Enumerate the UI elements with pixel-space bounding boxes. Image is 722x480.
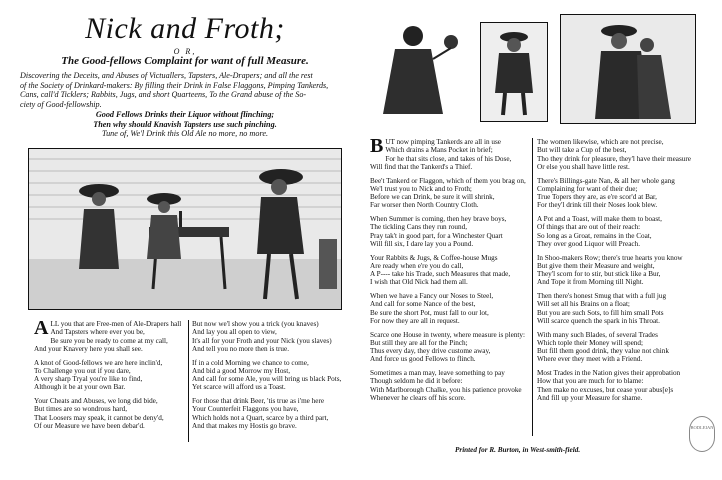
tavern-woodcut-art — [29, 149, 341, 309]
stanza — [34, 359, 184, 392]
verse-column-4 — [537, 138, 707, 408]
verse-line: And bid a good Morrow my Host, — [192, 366, 291, 375]
verse-line: Your Cheats and Abuses, we long did bide, — [34, 397, 158, 405]
stanza — [537, 254, 707, 287]
description-line: Discovering the Deceits, and Abuses of Victuallers, Tapsters, Ale-Drapers; and all the rest — [20, 71, 313, 80]
verse-line: Tho they drink for pleasure, they'l have their measure — [537, 154, 691, 163]
woodcut-man-art — [481, 23, 547, 121]
verse-line: Your Rabbits & Jugs, & Coffee-house Mugs — [370, 253, 498, 262]
verse-line: And call for some Ale, you will bring us black Pots, — [192, 375, 342, 383]
verse-line: In Shoo-makers Row; there's true hearts you know — [537, 253, 683, 262]
verse-column-1 — [34, 317, 184, 436]
dropcap-letter: A — [34, 317, 49, 339]
verse-line: Which tople their Money will spend; — [537, 338, 643, 347]
verse-line: And your Knavery here you shall see. — [34, 344, 143, 353]
stanza — [370, 254, 530, 287]
stanza — [537, 369, 707, 402]
stanza — [34, 317, 184, 353]
verse-line: For those that drink Beer, 'tis true as i'me here — [192, 397, 325, 405]
verse-line: If in a cold Morning we chance to come, — [192, 358, 309, 367]
woodcut-woman-image — [373, 14, 468, 120]
verse-line: And Tapsters where ever you be, — [50, 328, 145, 337]
verse-line: Be sure the short Pot, must fall to our lot, — [370, 308, 489, 317]
verse-line: Are ready when e're you do call, — [370, 261, 464, 270]
verse-line: And Tope it from Morning till Night. — [537, 278, 644, 287]
verse-line: Of our Measure we have been debar'd. — [34, 421, 145, 430]
verse-line: And call for some Nance of the best, — [370, 300, 476, 309]
verse-line: They over good Liquor will Preach. — [537, 239, 640, 248]
verse-line: Of things that are out of their reach: — [537, 223, 641, 232]
verse-line: And that makes my Hostis go brave. — [192, 421, 297, 430]
verse-line: But will take a Cup of the best, — [537, 146, 627, 155]
verse-line: But you are such Sots, to fill him small Pots — [537, 308, 664, 317]
stanza — [537, 215, 707, 248]
verse-line: But times are so wondrous hard, — [34, 405, 128, 414]
verse-line: It's all for your Froth and your Nick (you slaves) — [192, 336, 332, 345]
library-stamp-text: BODLEIAN — [690, 425, 714, 430]
library-stamp — [689, 416, 715, 452]
ballad-description — [20, 71, 352, 109]
ballad-or: O R, — [173, 47, 197, 56]
stanza — [370, 215, 530, 248]
woodcut-couple-image — [560, 14, 696, 124]
verse-line: But still they are all for the Pinch; — [370, 338, 468, 347]
woodcut-couple-art — [561, 15, 695, 123]
verse-line: Where ever they meet with a Friend. — [537, 355, 643, 364]
woodcut-woman-art — [373, 14, 468, 120]
tavern-woodcut-image — [28, 148, 342, 310]
verse-column-3 — [370, 135, 530, 408]
verse-line: And force us good Fellows to flinch. — [370, 355, 476, 364]
verse-line: Your Counterfeit Flaggons you have, — [192, 405, 299, 414]
ballad-title: Nick and Froth; — [85, 12, 285, 45]
ballad-motto — [20, 110, 350, 129]
stanza — [370, 177, 530, 210]
stanza — [192, 359, 352, 392]
verse-line: Be sure you be ready to come at my call, — [50, 336, 168, 345]
stanza — [34, 397, 184, 430]
stanza — [192, 397, 352, 430]
woodcut-man-image — [480, 22, 548, 122]
stanza — [537, 292, 707, 325]
verse-line: Scarce one House in twenty, where measure is plenty: — [370, 330, 526, 339]
verse-line: But fill them good drink, they value not chink — [537, 347, 669, 355]
verse-line: When we have a Fancy our Noses to Steel, — [370, 292, 494, 300]
verse-line: With Marlborough Chalke, you his patience provoke — [370, 385, 522, 394]
verse-line: UT now pimping Tankerds are all in use — [385, 138, 501, 146]
verse-line: How that you are much for to blame: — [537, 377, 644, 386]
stanza — [192, 320, 352, 353]
verse-line: A Pot and a Toast, will make them to boast, — [537, 215, 662, 223]
verse-line: For now they are all in request. — [370, 316, 460, 325]
verse-line: Most Trades in the Nation gives their approbation — [537, 369, 681, 377]
verse-line: True Topers they are, as e're scor'd at Bar, — [537, 193, 657, 201]
verse-line: Will set all his Brains on a float; — [537, 300, 630, 309]
ballad-subtitle: The Good-fellows Complaint for want of full Measure. — [61, 55, 309, 67]
verse-line: Which holds not a Quart, scarce by a third part, — [192, 413, 329, 422]
verse-line: For they'l drink till their Noses look blew. — [537, 201, 658, 210]
verse-line: And lay you all open to view, — [192, 328, 277, 337]
verse-line: Then make no excuses, but cease your abus[e]s — [537, 385, 674, 394]
verse-line: Complaining for want of their due; — [537, 184, 638, 193]
verse-line: And fill up your Measure for shame. — [537, 393, 643, 402]
stanza — [370, 331, 530, 364]
verse-line: Although it be at your own Bar. — [34, 383, 126, 392]
description-line: of the Society of Drinkard-makers: By filling their Drink in False Flaggons, Pimping Tankerds, — [20, 80, 329, 90]
verse-line: And tell you no more then is true. — [192, 344, 290, 353]
description-line: ciety of Good-fellowship. — [20, 99, 102, 109]
verse-line: A very sharp Tryal you're like to find, — [34, 375, 143, 383]
verse-line: Will find that the Tankerd's a Thief. — [370, 162, 473, 171]
verse-line: Then there's honest Smug that with a full jug — [537, 292, 667, 300]
verse-line: The tickling Cans they run round, — [370, 223, 468, 232]
verse-line: That Loosers may speak, it cannot be deny'd, — [34, 413, 164, 422]
description-line: Cans, call'd Ticklers; Rabbits, Jugs, and short Quarteens, To the Grand abuse of the So- — [20, 90, 307, 100]
verse-line: Though seldom he did it before: — [370, 377, 463, 386]
verse-line: Bee't Tankerd or Flaggon, which of them you brag on, — [370, 176, 526, 185]
verse-line: Pray tak't in good part, for a Winchester Quart — [370, 231, 503, 240]
verse-line: So long as a Groat, remains in the Coat, — [537, 231, 652, 240]
stanza — [537, 331, 707, 364]
verse-line: Will scarce quench the spark in his Throat. — [537, 316, 660, 325]
verse-line: Thus every day, they drive custome away, — [370, 347, 491, 355]
verse-line: For he that sits close, and takes of his Dose, — [385, 154, 512, 163]
column-divider — [532, 138, 533, 436]
stanza — [537, 177, 707, 210]
verse-line: LL you that are Free-men of Ale-Drapers hall — [50, 320, 182, 328]
verse-line: Yet scarce will afford us a Toast. — [192, 383, 286, 392]
verse-line: When Summer is coming, then hey brave boys, — [370, 215, 507, 223]
verse-line: A P---- take his Trade, such Measures that made, — [370, 270, 511, 278]
verse-line: But now we'l show you a trick (you knaves) — [192, 320, 319, 328]
dropcap-letter: B — [370, 135, 384, 157]
ballad-tune: Tune of, We'l Drink this Old Ale no more, no more. — [101, 129, 269, 138]
stanza — [370, 135, 530, 171]
verse-line: There's Billings-gate Nan, & all her whole gang — [537, 176, 675, 185]
printer-imprint: Printed for R. Burton, in West-smith-field. — [455, 446, 581, 454]
verse-line: But give them their Measure and weight, — [537, 261, 655, 270]
stanza — [370, 292, 530, 325]
verse-line: A knot of Good-fellows we are here inclin'd, — [34, 358, 163, 367]
stanza — [537, 138, 707, 171]
verse-line: Whenever he clears off his score. — [370, 393, 466, 402]
stanza — [370, 369, 530, 402]
verse-column-2 — [192, 320, 352, 436]
motto-line: Then why should Knavish Tapsters use such pinching. — [93, 119, 277, 129]
verse-line: Sometimes a man may, leave something to pay — [370, 369, 505, 377]
motto-line: Good Fellows Drinks their Liquor without flinching; — [95, 110, 275, 119]
verse-line: With many such Blades, of several Trades — [537, 330, 658, 339]
verse-line: Far worser then North Country Cloth. — [370, 201, 479, 210]
verse-line: Or else you shall have little rest. — [537, 162, 630, 171]
verse-line: Will fill six, I dare lay you a Pound. — [370, 239, 474, 248]
verse-line: Which drains a Mans Pocket in brief; — [385, 146, 493, 155]
verse-line: I wish that Old Nick had them all. — [370, 278, 468, 287]
verse-line: To Challenge you out if you dare, — [34, 366, 131, 375]
verse-line: They'l scorn for to stir, but stick like a Bur, — [537, 270, 661, 278]
verse-line: The women likewise, which are not precise, — [537, 138, 664, 146]
verse-line: We'l trust you to Nick and to Froth; — [370, 184, 472, 193]
column-divider — [188, 320, 189, 442]
verse-line: Before we can Drink, be sure it will shrink, — [370, 193, 495, 201]
